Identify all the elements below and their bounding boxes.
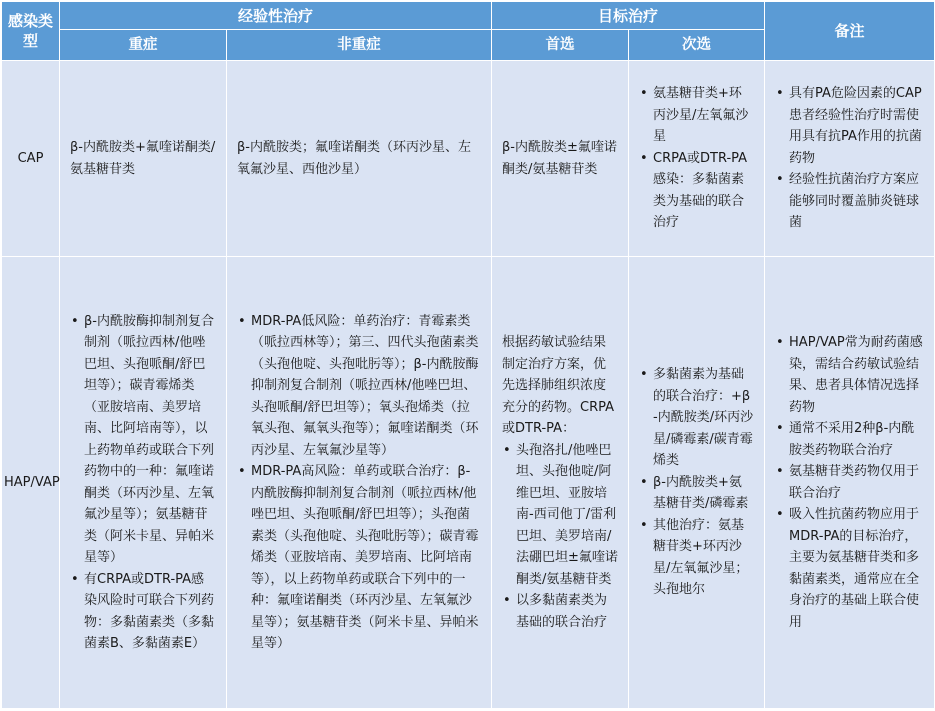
- header-row-1: [2, 2, 935, 30]
- row-cap: [2, 61, 935, 257]
- hap-severe-item: • β-内酰胺酶抑制剂复合制剂（哌拉西林/他唑巴坦、头孢哌酮/舒巴坦等）；碳青霉烯类（亚胺培南、美罗培南、比阿培南等），以上药物单药或联合下列药物中的一种：氟喹诺酮类（环丙沙星、左氧氟沙星等）；氨基糖苷类（阿米卡星、异帕米星等）: [84, 311, 216, 569]
- header-nonsevere: 非重症: [227, 30, 492, 61]
- hap-severe-item: • 有CRPA或DTR-PA感染风险时可联合下列药物：多黏菌素类（多黏菌素B、多黏菌素E）: [84, 569, 216, 655]
- hap-first-choice: [492, 257, 629, 709]
- header-target: 目标治疗: [492, 2, 765, 30]
- header-first-choice: 首选: [492, 30, 629, 61]
- cap-note-item: • 具有PA危险因素的CAP患者经验性治疗时需使用具有抗PA作用的抗菌药物: [789, 83, 924, 169]
- cap-second-item: • 氨基糖苷类+环丙沙星/左氧氟沙星: [653, 83, 754, 148]
- hap-nonsevere: [227, 257, 492, 709]
- header-empirical: 经验性治疗: [60, 2, 492, 30]
- cap-type: CAP: [2, 61, 60, 257]
- hap-second-item: • 其他治疗：氨基糖苷类+环丙沙星/左氧氟沙星；头孢地尔: [653, 515, 754, 601]
- hap-second-item: • 多黏菌素为基础的联合治疗：+β-内酰胺类/环丙沙星/磷霉素/碳青霉烯类: [653, 364, 754, 472]
- hap-note-item: • 吸入性抗菌药物应用于MDR-PA的目标治疗，主要为氨基糖苷类和多黏菌素类，通常应在全身治疗的基础上联合使用: [789, 504, 924, 633]
- hap-nonsevere-item: • MDR-PA高风险：单药或联合治疗：β-内酰胺酶抑制剂复合制剂（哌拉西林/他唑巴坦、头孢哌酮/舒巴坦等）；头孢菌素类（头孢他啶、头孢吡肟等）；碳青霉烯类（亚胺培南、美罗培南、比阿培南等），以上药物单药或联合下列中的一种：氟喹诺酮类（环丙沙星、左氧氟沙星等）；氨基糖苷类（阿米卡星、异帕米星等）: [251, 461, 481, 655]
- cap-severe: β-内酰胺类+氟喹诺酮类/氨基糖苷类: [60, 61, 227, 257]
- hap-first-intro: 根据药敏试验结果制定治疗方案，优先选择肺组织浓度充分的药物。CRPA或DTR-PA：: [502, 335, 615, 436]
- hap-second-choice: [629, 257, 765, 709]
- hap-first-item: • 以多黏菌素类为基础的联合治疗: [516, 590, 618, 633]
- row-hap: [2, 257, 935, 709]
- hap-notes: [765, 257, 935, 709]
- cap-second-item: • CRPA或DTR-PA感染：多黏菌素类为基础的联合治疗: [653, 148, 754, 234]
- cap-first-choice: β-内酰胺类±氟喹诺酮类/氨基糖苷类: [492, 61, 629, 257]
- header-second-choice: 次选: [629, 30, 765, 61]
- cap-note-item: • 经验性抗菌治疗方案应能够同时覆盖肺炎链球菌: [789, 169, 924, 234]
- cap-notes: [765, 61, 935, 257]
- hap-type: HAP/VAP: [2, 257, 60, 709]
- cap-second-choice: [629, 61, 765, 257]
- header-notes: 备注: [765, 2, 935, 61]
- hap-first-item: • 头孢洛扎/他唑巴坦、头孢他啶/阿维巴坦、亚胺培南-西司他丁/雷利巴坦、美罗培南/法硼巴坦±氟喹诺酮类/氨基糖苷类: [516, 440, 618, 591]
- cap-nonsevere: β-内酰胺类；氟喹诺酮类（环丙沙星、左氧氟沙星、西他沙星）: [227, 61, 492, 257]
- hap-note-item: • 氨基糖苷类药物仅用于联合治疗: [789, 461, 924, 504]
- treatment-table: [1, 1, 935, 709]
- hap-severe: [60, 257, 227, 709]
- header-severe: 重症: [60, 30, 227, 61]
- header-infection-type: 感染类型: [2, 2, 60, 61]
- hap-nonsevere-item: • MDR-PA低风险：单药治疗：青霉素类（哌拉西林等）；第三、四代头孢菌素类（头孢他啶、头孢吡肟等）；β-内酰胺酶抑制剂复合制剂（哌拉西林/他唑巴坦、头孢哌酮/舒巴坦等）；氧头孢烯类（拉氧头孢、氟氧头孢等）；氟喹诺酮类（环丙沙星、左氧氟沙星等）: [251, 311, 481, 462]
- hap-second-item: • β-内酰胺类+氨基糖苷类/磷霉素: [653, 472, 754, 515]
- hap-note-item: • 通常不采用2种β-内酰胺类药物联合治疗: [789, 418, 924, 461]
- hap-note-item: • HAP/VAP常为耐药菌感染，需结合药敏试验结果、患者具体情况选择药物: [789, 332, 924, 418]
